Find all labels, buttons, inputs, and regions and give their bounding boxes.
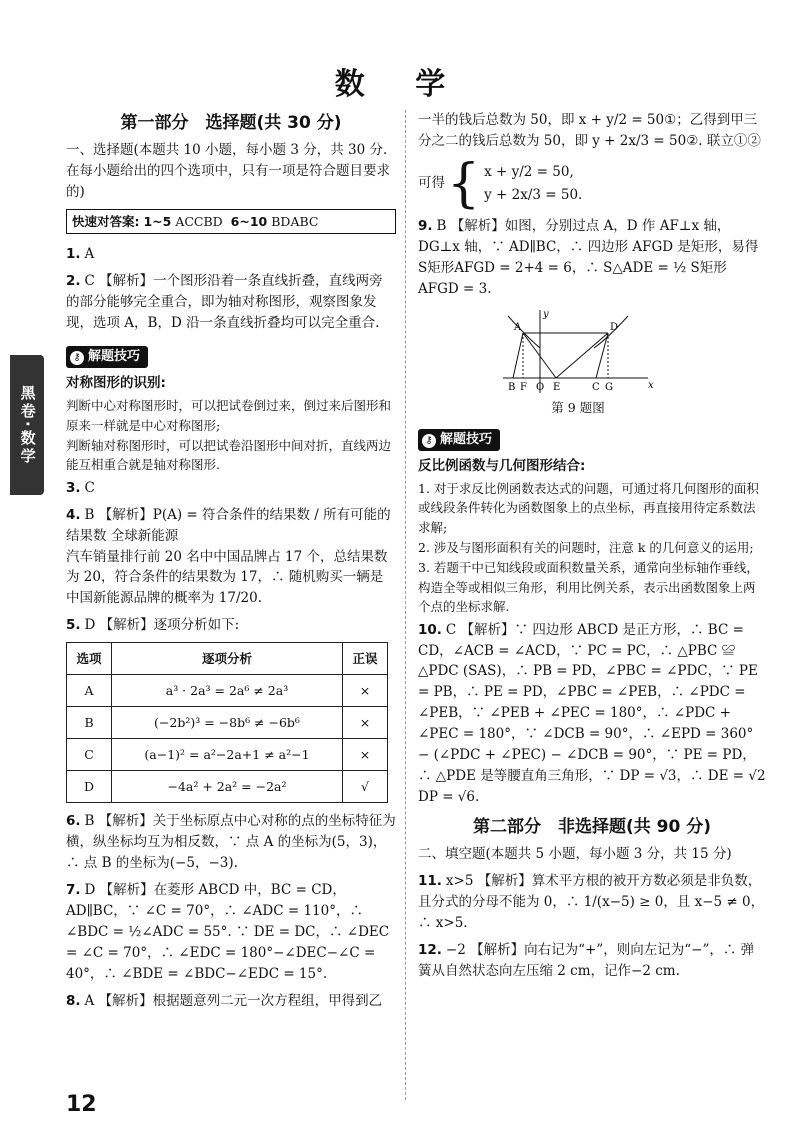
part2-title: 第二部分 非选择题(共 90 分) — [472, 816, 712, 837]
question-text: −2 【解析】向右记为“+”，则向左记为“−”，∴ 弹簧从自然状态向左压缩 2 cm，记作−2 cm. — [418, 941, 755, 979]
question-number: 5. — [66, 617, 81, 634]
question-number: 7. — [66, 881, 81, 898]
label-a: A — [514, 321, 522, 333]
segment-de — [556, 333, 608, 378]
table-cell: (a−1)² = a²−2a+1 ≠ a²−1 — [112, 739, 343, 771]
part1-intro: 一、选择题(本题共 10 小题，每小题 3 分，共 30 分. 在每小题给出的四个选项中，只有一项是符合题目要求的) — [66, 142, 390, 201]
table-cell: B — [67, 707, 112, 739]
table-header: 选项 — [67, 643, 112, 675]
question-2 — [66, 271, 396, 334]
left-column — [66, 108, 396, 1017]
question-text: B 【解析】关于坐标原点中心对称的点的坐标特征为横，纵坐标均互为相反数，∵ 点 A 的坐标为(5，3)，∴ 点 B 的坐标为(−5，−3). — [66, 813, 396, 872]
tip-badge — [66, 346, 148, 368]
tip-badge — [418, 429, 500, 451]
question-text: B 【解析】如图，分别过点 A，D 作 AF⊥x 轴，DG⊥x 轴，∵ AD∥BC，∴ 四边形 AFGD 是矩形，易得 S矩形AFGD = 2+4 = 6，∴ S△ADE = ½ S矩形AFGD = 3. — [418, 217, 759, 297]
table-cell: D — [67, 771, 112, 803]
left-hyperbola-branch — [508, 316, 540, 348]
answer-key-label: 快速对答案: — [72, 214, 140, 230]
question-number: 1. — [66, 246, 81, 263]
table-header: 逐项分析 — [112, 643, 343, 675]
question-text: x>5 【解析】算术平方根的被开方数必须是非负数，且分式的分母不能为 0，∴ 1/(x−5) ≥ 0，且 x−5 ≠ 0，∴ x>5. — [418, 873, 765, 931]
equation-line: y + 2x/3 = 50. — [484, 186, 583, 203]
page-number: 12 — [66, 1092, 97, 1117]
segment-ab — [513, 333, 523, 378]
table-cell: C — [67, 739, 112, 771]
brace-symbol: { — [447, 153, 481, 214]
question-number: 2. — [66, 273, 81, 290]
question-text: C 【解析】一个图形沿着一条直线折叠，直线两旁的部分能够完全重合，即为轴对称图形，观察图象发现，选项 A，B，D 沿一条直线折叠均可以完全重合. — [66, 273, 383, 332]
tip-box-1 — [66, 340, 396, 475]
tip-line: 判断轴对称图形时，可以把试卷沿图形中间对折，直线两边能互相重合就是轴对称图形. — [66, 437, 392, 473]
label-x: x — [648, 379, 654, 391]
tip-line: 判断中心对称图形时，可以把试卷倒过来，倒过来后图形和原来一样就是中心对称图形; — [66, 398, 392, 433]
question-8-continued: 一半的钱后总数为 50，即 x + y/2 = 50①；乙得到甲三分之二的钱后总数为 50，即 y + 2x/3 = 50②. 联立①② — [418, 112, 761, 149]
table-cell: −4a² + 2a² = −2a² — [112, 771, 343, 803]
key-icon: ⚷ — [422, 434, 436, 448]
table-cell: a³ · 2a³ = 2a⁶ ≠ 2a³ — [112, 675, 343, 707]
question-text: C 【解析】∵ 四边形 ABCD 是正方形，∴ BC = CD，∠ACB = ∠ACD，∵ PC = PC，∴ △PBC ≌ △PDC (SAS)，∴ PB = PD，∠PBC = ∠PDC，∵ PE = PB，∴ PE = PD，∠PBC = ∠PEB，∴ ∠PDC = ∠PEB，∵ ∠PEB + ∠PEC = 180°，∴ ∠PDC + ∠PEC = 180°，∵ ∠DCB = 90°，∴ ∠EPD = 360° − (∠PDC + ∠PEC) − ∠DCB = 90°，∵ PE = PD，∴ △PDE 是等腰直角三角形，∵ DP = √3，∴ DE = √2 DP = √6. — [418, 621, 766, 805]
figure-caption: 第 9 题图 — [551, 399, 605, 415]
question-6 — [66, 811, 396, 874]
column-divider — [405, 110, 406, 1100]
question-text: A 【解析】根据题意列二元一次方程组，甲得到乙 — [84, 992, 383, 1009]
part2-intro: 二、填空题(本题共 5 小题，每小题 3 分，共 15 分) — [418, 846, 732, 863]
table-cell: × — [342, 707, 387, 739]
table-header-row — [67, 643, 388, 675]
question-number: 12. — [418, 941, 442, 958]
label-d: D — [610, 321, 619, 333]
equation-system-prefix: 可得 — [418, 175, 445, 192]
table-cell: × — [342, 675, 387, 707]
answer-key — [66, 209, 396, 234]
question-text: 汽车销量排行前 20 名中中国品牌占 17 个，总结果数为 20，符合条件的结果数为 17，∴ 随机购买一辆是中国新能源品牌的概率为 17/20. — [66, 548, 388, 607]
question-12 — [418, 940, 766, 982]
tip-badge-label: 解题技巧 — [440, 431, 493, 447]
table-row — [67, 739, 388, 771]
question-7 — [66, 880, 396, 985]
key-icon: ⚷ — [70, 351, 84, 365]
figure-9-graph — [498, 308, 658, 398]
label-b: B — [508, 381, 516, 393]
right-column — [418, 108, 766, 988]
question-4 — [66, 505, 396, 610]
answer-key-range-1: 1~5 — [143, 214, 172, 230]
question-9 — [418, 216, 766, 300]
answer-key-range-2: 6~10 — [230, 214, 268, 230]
label-o: O — [536, 381, 545, 393]
tip-line: 3. 若题干中已知线段或面积数量关系，通常向坐标轴作垂线，构造全等或相似三角形，利用比例关系，表示出函数图象上两个点的坐标求解. — [418, 560, 759, 615]
tip-heading: 对称图形的识别: — [66, 375, 166, 392]
label-g: G — [605, 381, 613, 393]
analysis-table — [66, 642, 388, 803]
tip-heading: 反比例函数与几何图形结合: — [418, 458, 586, 475]
question-number: 6. — [66, 813, 81, 830]
question-number: 3. — [66, 479, 81, 496]
side-tab: 黑卷·数学 — [10, 355, 44, 495]
answer-key-answers-2: BDABC — [271, 214, 319, 230]
question-11 — [418, 871, 766, 934]
question-10 — [418, 620, 766, 808]
segment-dc — [596, 333, 608, 378]
question-number: 9. — [418, 217, 433, 234]
question-text: C — [84, 479, 95, 496]
question-8 — [66, 991, 396, 1012]
label-c: C — [592, 381, 600, 393]
table-row — [67, 771, 388, 803]
question-number: 10. — [418, 621, 442, 638]
question-text: D 【解析】在菱形 ABCD 中，BC = CD，AD∥BC，∵ ∠C = 70°，∴ ∠ADC = 110°，∴ ∠BDC = ½∠ADC = 55°. ∵ DE = DC，∴ ∠DEC = ∠C = 70°，∴ ∠EDC = 180°−∠DEC−∠C = 40°，∴ ∠BDE = ∠BDC−∠EDC = 15°. — [66, 881, 390, 982]
question-5 — [66, 615, 396, 636]
tip-line: 2. 涉及与图形面积有关的问题时，注意 k 的几何意义的运用; — [418, 540, 754, 556]
equation-system — [418, 153, 766, 214]
question-formula: B 【解析】P(A) = 符合条件的结果数 / 所有可能的结果数 全球新能源 — [66, 506, 391, 544]
table-cell: (−2b²)³ = −8b⁶ ≠ −6b⁶ — [112, 707, 343, 739]
question-1 — [66, 244, 396, 265]
tip-badge-label: 解题技巧 — [88, 349, 141, 365]
answer-key-answers-1: ACCBD — [175, 214, 223, 230]
tip-line: 1. 对于求反比例函数表达式的问题，可通过将几何图形的面积或线段条件转化为函数图象上的点坐标，再直接用待定系数法求解; — [418, 480, 759, 535]
table-cell: A — [67, 675, 112, 707]
tip-box-2 — [418, 423, 766, 617]
table-cell: × — [342, 739, 387, 771]
table-header: 正误 — [342, 643, 387, 675]
label-f: F — [520, 381, 527, 393]
question-text: A — [84, 246, 95, 263]
equation-lines — [484, 160, 582, 208]
equation-line: x + y/2 = 50, — [484, 163, 574, 180]
question-number: 11. — [418, 873, 442, 890]
question-text: D 【解析】逐项分析如下: — [84, 617, 240, 634]
table-row — [67, 707, 388, 739]
label-e: E — [553, 381, 561, 393]
label-y: y — [543, 308, 549, 320]
question-number: 4. — [66, 506, 81, 523]
table-cell: √ — [342, 771, 387, 803]
part1-title: 第一部分 选择题(共 30 分) — [120, 113, 342, 133]
question-3 — [66, 478, 396, 499]
page-title: 数 学 — [334, 67, 466, 102]
question-number: 8. — [66, 992, 81, 1009]
table-row — [67, 675, 388, 707]
